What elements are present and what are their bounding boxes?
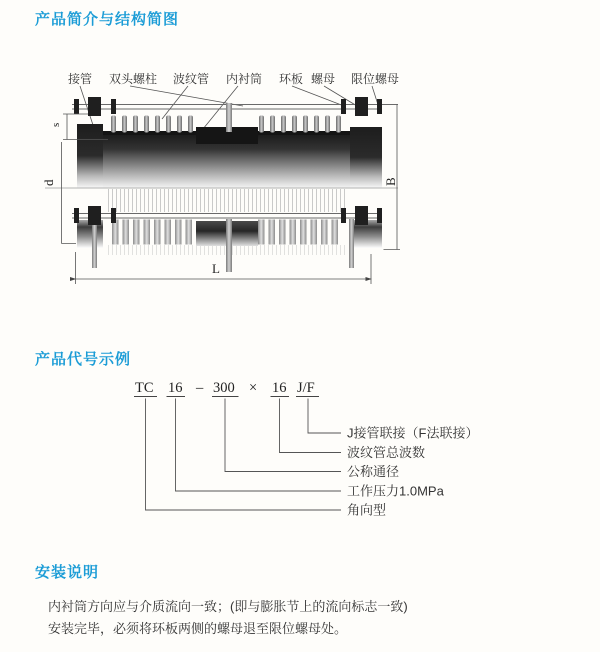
structure-diagram — [38, 66, 410, 292]
label-bellows: 波纹管 — [173, 72, 210, 86]
code-token-times: × — [249, 380, 258, 396]
code-token-type: TC — [135, 380, 154, 396]
label-ring-plate: 环板 — [279, 72, 304, 86]
callout-nominal-diameter: 公称通径 — [347, 464, 400, 479]
corrugation-tabs-left — [111, 116, 193, 133]
install-note-line1: 内衬筒方向应与介质流向一致；(即与膨胀节上的流向标志一致) — [48, 599, 408, 614]
dim-s-label: s — [50, 122, 62, 127]
code-token-connection: J/F — [297, 380, 315, 396]
stud-top-center — [226, 103, 232, 132]
code-token-pressure: 16 — [168, 380, 183, 396]
section-title-intro: 产品简介与结构简图 — [35, 11, 180, 28]
callout-working-pressure: 工作压力1.0MPa — [347, 483, 444, 499]
part-labels — [68, 71, 399, 86]
tie-rod-bottom — [72, 214, 382, 219]
install-note-line2: 安装完毕，必须将环板两侧的螺母退至限位螺母处。 — [48, 621, 348, 636]
left-flange — [77, 124, 103, 188]
section-title-code: 产品代号示例 — [35, 351, 132, 368]
bellows-section-lines-upper — [106, 189, 346, 212]
stud-bottom-right — [349, 219, 354, 268]
code-connector-lines — [146, 399, 342, 511]
code-token-diameter: 300 — [213, 380, 235, 396]
dim-L-label: L — [212, 261, 220, 276]
callout-wave-count: 波纹管总波数 — [347, 445, 426, 460]
section-title-install: 安装说明 — [35, 564, 100, 581]
label-inner-liner: 内衬筒 — [226, 72, 263, 86]
code-callouts — [347, 426, 478, 518]
dim-B-label: B — [383, 177, 398, 186]
stud-bottom-left — [92, 219, 97, 268]
label-double-end-stud: 双头螺柱 — [109, 72, 158, 86]
stud-bottom-center — [226, 219, 232, 272]
tie-rod-top — [72, 105, 398, 110]
code-token-dash: – — [196, 380, 204, 396]
right-flange — [350, 127, 382, 188]
dimension-B — [383, 105, 400, 250]
dim-d-label: d — [41, 179, 56, 186]
code-tokens — [135, 380, 315, 396]
label-connecting-pipe: 接管 — [68, 72, 93, 86]
corrugation-tabs-right — [259, 116, 341, 133]
dimension-L — [76, 252, 372, 284]
callout-connection: J接管联接（F法联接） — [347, 425, 479, 441]
label-nut: 螺母 — [311, 72, 336, 86]
code-token-waves: 16 — [272, 380, 287, 396]
label-limit-nut: 限位螺母 — [351, 72, 400, 86]
code-example-diagram — [128, 378, 518, 520]
callout-angular-type: 角向型 — [347, 502, 387, 518]
dimension-d — [41, 142, 76, 244]
